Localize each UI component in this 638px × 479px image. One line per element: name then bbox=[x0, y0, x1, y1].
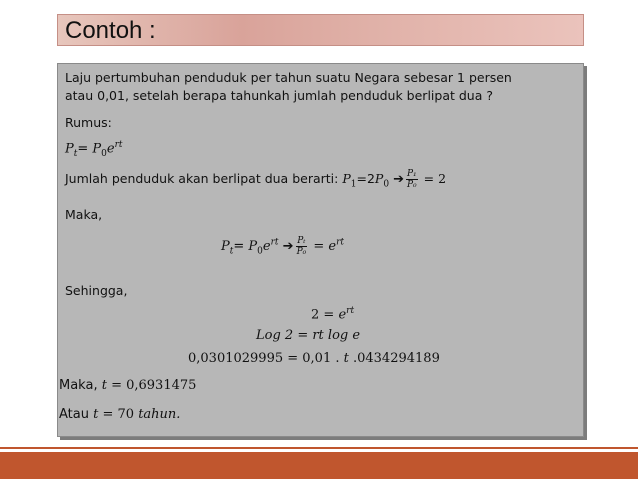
formula-line bbox=[65, 140, 123, 159]
double-line bbox=[65, 169, 446, 190]
maka-p-sub: 0 bbox=[257, 246, 263, 257]
double-p0: P bbox=[374, 171, 384, 186]
step3-b: .0434294189 bbox=[348, 351, 440, 366]
arrow-icon: ➔ bbox=[393, 172, 404, 187]
result2-val: = 70 bbox=[98, 407, 139, 422]
rumus-label: Rumus: bbox=[65, 115, 112, 130]
intro-line-1: Laju pertumbuhan penduduk per tahun suatu Negara sebesar 1 persen bbox=[65, 70, 512, 85]
result-2 bbox=[59, 407, 180, 422]
formula-p-sub: 0 bbox=[101, 148, 107, 159]
result-1 bbox=[59, 378, 196, 393]
result1-t: t bbox=[101, 378, 107, 393]
step1-left: 2 = bbox=[311, 307, 339, 323]
formula-lhs-sub: t bbox=[73, 148, 78, 159]
step1-exp: rt bbox=[346, 306, 355, 316]
maka-exp: rt bbox=[270, 237, 279, 248]
formula-lhs: P bbox=[65, 141, 74, 157]
title-bar bbox=[57, 14, 584, 46]
step-3 bbox=[188, 351, 440, 366]
step1-e: e bbox=[338, 307, 347, 323]
result1-label: Maka, bbox=[59, 378, 102, 393]
maka-lhs-sub: t bbox=[229, 246, 234, 257]
step3-a: 0,0301029995 = 0,01 . bbox=[188, 351, 344, 366]
double-p1: P bbox=[342, 171, 351, 186]
bottom-band bbox=[0, 452, 638, 479]
formula-exp: rt bbox=[114, 140, 123, 150]
fraction-den: P₀ bbox=[296, 247, 307, 257]
bottom-divider bbox=[0, 447, 638, 449]
result1-val: = 0,6931475 bbox=[106, 378, 197, 393]
double-text: Jumlah penduduk akan berlipat dua berarti: bbox=[65, 171, 343, 186]
step-2: Log 2 = rt log e bbox=[256, 328, 361, 343]
sehingga-label: Sehingga, bbox=[65, 283, 128, 298]
maka-p: P bbox=[248, 239, 258, 254]
maka-e: e bbox=[262, 239, 271, 254]
step3-t: t bbox=[343, 351, 349, 366]
double-eq2: =2 bbox=[356, 171, 375, 186]
maka-lhs: P bbox=[221, 239, 230, 254]
result2-unit: tahun. bbox=[138, 407, 181, 422]
maka-rhs-exp: rt bbox=[336, 237, 345, 248]
maka-equation bbox=[221, 236, 344, 257]
fraction-num: P₁ bbox=[406, 169, 417, 179]
double-result: = 2 bbox=[423, 171, 447, 186]
result2-label: Atau bbox=[59, 407, 94, 422]
intro-line-2: atau 0,01, setelah berapa tahunkah jumlah penduduk berlipat dua ? bbox=[65, 88, 493, 103]
double-p0-sub: 0 bbox=[383, 179, 390, 190]
formula-e: e bbox=[106, 141, 115, 157]
formula-p: P bbox=[92, 141, 102, 157]
fraction-den: P₀ bbox=[406, 180, 417, 190]
content-box bbox=[57, 63, 584, 437]
result2-t: t bbox=[93, 407, 99, 422]
fraction-num: Pₜ bbox=[297, 236, 306, 246]
fraction-pt-p0 bbox=[296, 236, 308, 257]
double-p1-sub: 1 bbox=[350, 179, 357, 190]
maka-label: Maka, bbox=[65, 207, 103, 222]
arrow-icon: ➔ bbox=[282, 239, 294, 254]
step-1 bbox=[311, 306, 354, 322]
fraction-p1-p0 bbox=[406, 169, 418, 190]
formula-eq: = bbox=[77, 141, 93, 157]
slide-title: Contoh : bbox=[65, 17, 156, 44]
maka-eq: = bbox=[233, 239, 249, 254]
maka-rhs: = e bbox=[313, 239, 337, 254]
